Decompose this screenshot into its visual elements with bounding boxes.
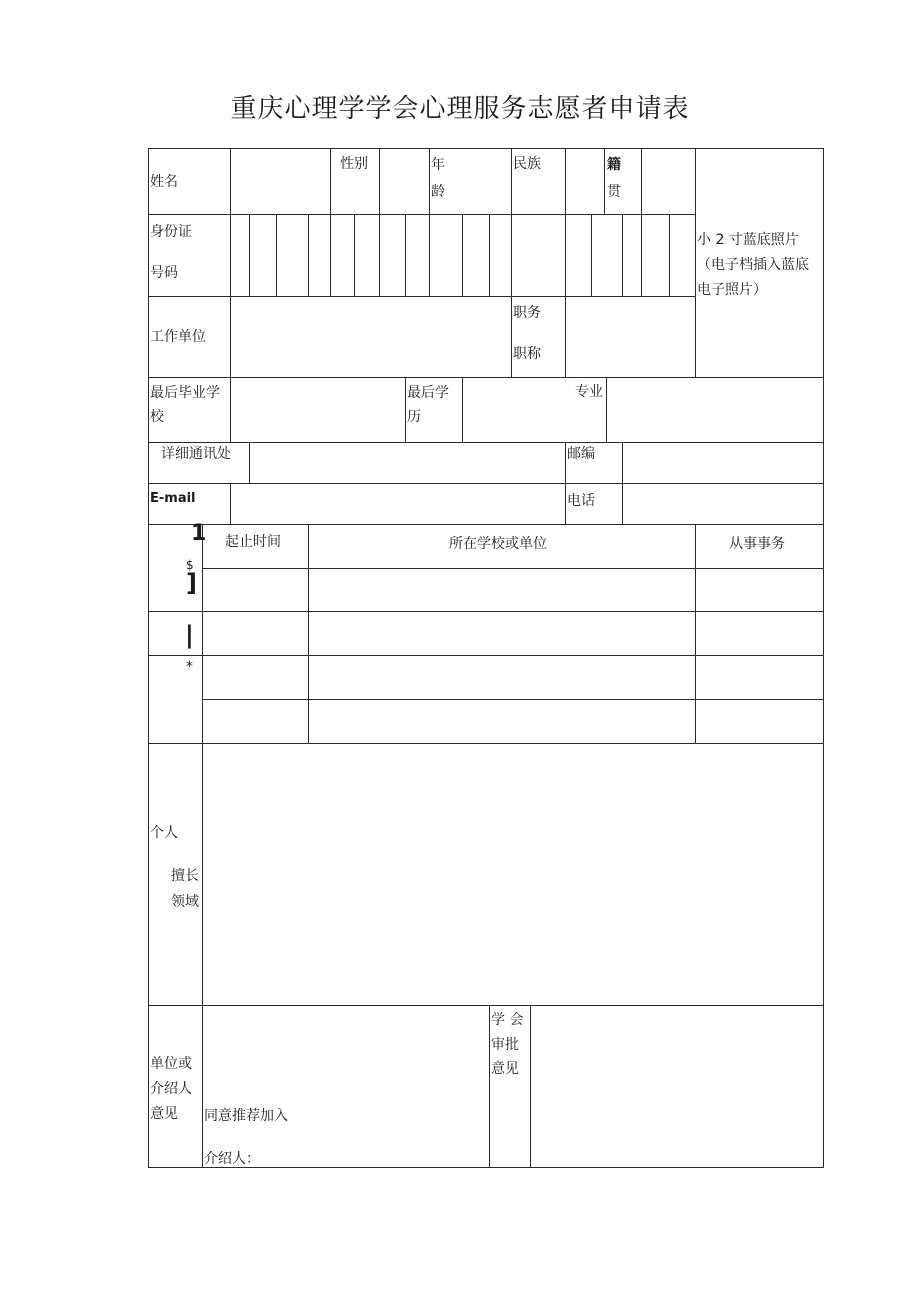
label-phone: 电话 [567,493,595,509]
label-post-1: 职务 [513,305,541,321]
resume-glyph-4: | [185,621,194,649]
col-org: 所在学校或单位 [449,536,547,552]
resume-glyph-3: ] [186,569,197,597]
label-referee-2: 介绍人 [150,1081,192,1097]
label-degree-1: 最后学 [407,385,449,401]
postcode-field[interactable] [623,443,823,483]
degree-field[interactable] [463,378,563,442]
label-expertise-1: 个人 [150,825,178,841]
label-school-2: 校 [150,409,164,425]
label-referee-1: 单位或 [150,1056,192,1072]
label-approval-1: 学 会 [491,1012,524,1028]
label-major: 专业 [575,384,603,400]
label-expertise-3: 领域 [171,894,199,910]
agree-text: 同意推荐加入 [204,1108,288,1124]
ethnicity-field[interactable] [566,149,604,214]
label-age-1: 年 [431,157,445,173]
introducer-label: 介绍人： [204,1151,260,1167]
label-approval-3: 意见 [491,1061,519,1077]
approval-field[interactable] [531,1006,823,1167]
school-field[interactable] [231,378,405,442]
photo-note-3: 电子照片） [697,282,767,298]
email-field[interactable] [231,484,565,524]
label-gender: 性别 [340,156,368,172]
age-field[interactable] [470,149,511,214]
gender-field[interactable] [380,149,429,214]
address-field[interactable] [250,443,565,483]
native-place-field[interactable] [642,149,695,214]
label-name: 姓名 [150,174,178,190]
major-field[interactable] [607,378,823,442]
label-id-1: 身份证 [150,224,192,240]
col-duty: 从事事务 [729,536,785,552]
label-post-2: 职称 [513,346,541,362]
label-email: E-mail [150,491,196,506]
label-id-2: 号码 [150,265,178,281]
name-field[interactable] [231,149,330,214]
resume-glyph-5: * [186,659,193,675]
post-field[interactable] [566,297,695,377]
label-approval-2: 审批 [491,1037,519,1053]
label-native-1: 籍 [607,157,621,173]
resume-glyph-2: $ [186,558,194,572]
label-referee-3: 意见 [150,1106,178,1122]
label-workplace: 工作单位 [150,329,206,345]
phone-field[interactable] [623,484,823,524]
resume-rows[interactable] [203,569,823,743]
workplace-field[interactable] [231,297,511,377]
label-degree-2: 历 [407,409,421,425]
label-postcode: 邮编 [567,446,595,462]
col-period: 起止时间 [225,534,281,550]
photo-note-1: 小 2 寸蓝底照片 [697,232,799,248]
form-title: 重庆心理学学会心理服务志愿者申请表 [230,94,690,124]
label-address: 详细通讯处 [161,446,231,462]
id-number-field[interactable] [231,215,695,296]
label-age-2: 龄 [431,184,445,200]
expertise-field[interactable] [203,744,823,1005]
label-expertise-2: 擅长 [171,868,199,884]
label-school-1: 最后毕业学 [150,385,220,401]
label-ethnicity: 民族 [513,156,541,172]
label-native-2: 贯 [607,184,621,200]
resume-glyph-1: 1 [191,521,207,546]
photo-note-2: （电子档插入蓝底 [697,257,809,273]
